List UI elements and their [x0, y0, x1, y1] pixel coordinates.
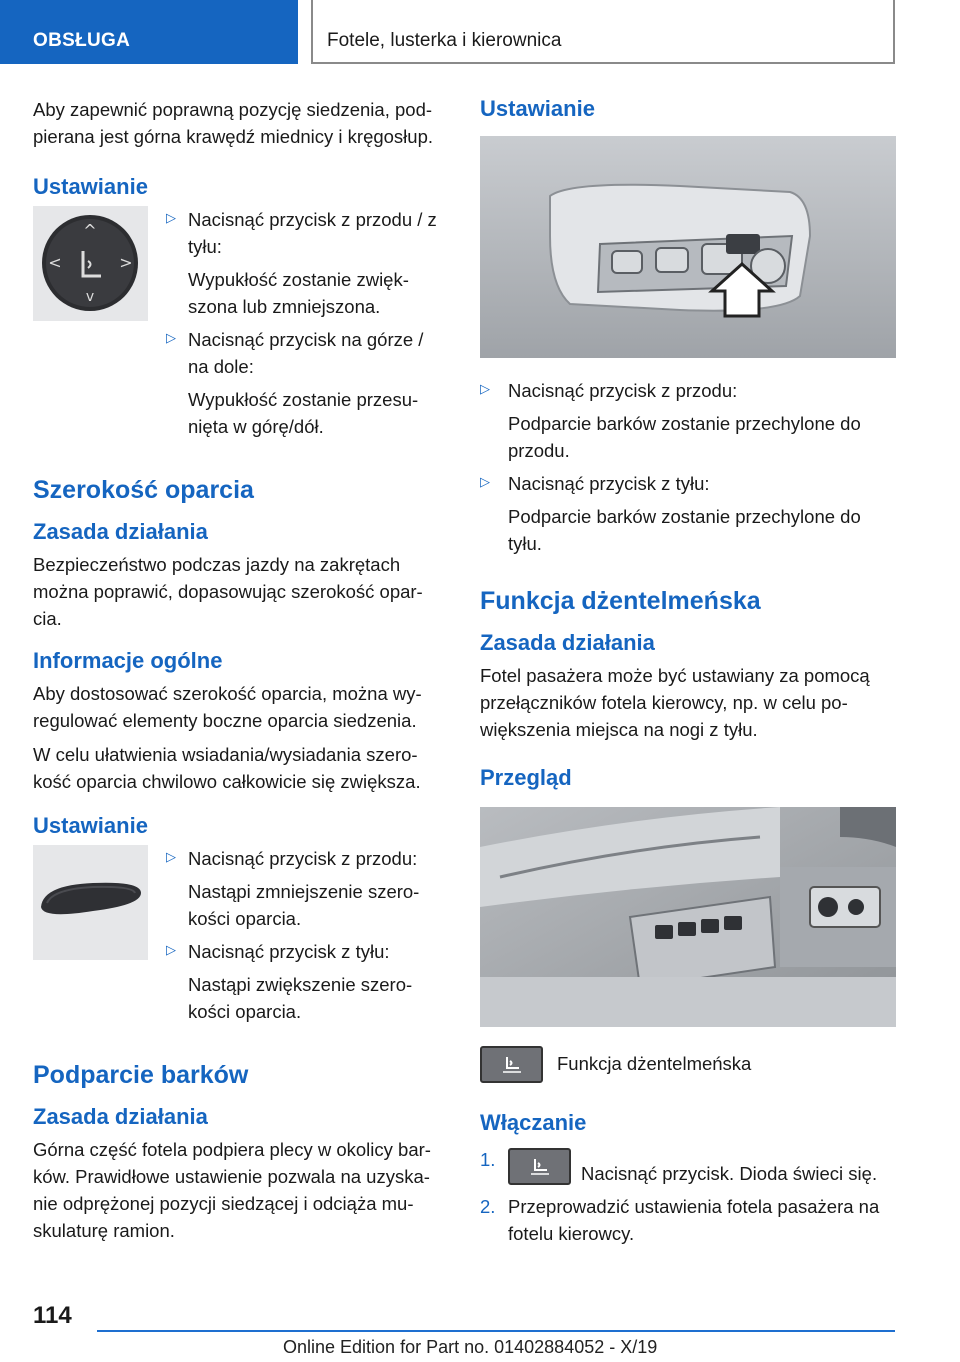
instruction-action: Nacisnąć przycisk z przodu: — [188, 848, 418, 869]
caption-row — [480, 1046, 896, 1084]
door-panel-photo — [480, 807, 896, 1032]
heading-ustawianie-lumbar: Ustawianie — [33, 174, 148, 199]
heading-szerokosc-oparcia: Szerokość oparcia — [33, 476, 254, 504]
info-paragraph-2: W celu ułatwienia wsiadania/wysiadania szero-kość oparcia chwilowo całkowicie się zwiększa. — [33, 744, 421, 792]
heading-informacje-ogolne: Informacje ogólne — [33, 648, 223, 673]
heading-funkcja-dzentelmenska: Funkcja dżentelmeńska — [480, 587, 761, 615]
width-instructions — [166, 845, 441, 1031]
step-number: 2. — [480, 1196, 496, 1217]
triangle-bullet-icon: ▷ — [480, 381, 490, 396]
header-chapter-box — [311, 0, 895, 64]
lumbar-switch-image — [33, 206, 148, 446]
svg-text:<: < — [48, 253, 62, 272]
lumbar-control-block — [33, 206, 441, 446]
page-number: 114 — [33, 1302, 72, 1329]
instruction-result: Podparcie barków zostanie przechylone do przodu. — [508, 413, 861, 461]
heading-zasada-dzialania-right: Zasada działania — [480, 630, 655, 655]
width-control-block — [33, 845, 441, 1031]
heading-ustawianie-shoulder: Ustawianie — [480, 96, 595, 121]
zasada-2-paragraph: Górna część fotela podpiera plecy w okolicy bar-ków. Prawidłowe ustawienie pozwala na uzyska-nie odprężonej pozycji siedzącej i odciąża mu-skulaturę ramion. — [33, 1139, 431, 1241]
triangle-bullet-icon: ▷ — [480, 474, 490, 489]
list-item — [480, 377, 896, 464]
lumbar-instructions — [166, 206, 441, 446]
instruction-action: Nacisnąć przycisk z tyłu: — [508, 473, 710, 494]
triangle-bullet-icon: ▷ — [166, 942, 176, 957]
svg-text:v: v — [85, 289, 95, 305]
heading-zasada-dzialania-2: Zasada działania — [33, 1104, 208, 1129]
icon-caption: Funkcja dżentelmeńska — [557, 1053, 752, 1074]
list-item — [166, 938, 441, 1025]
step-text: Nacisnąć przycisk. Dioda świeci się. — [581, 1163, 878, 1184]
svg-text:>: > — [119, 253, 133, 272]
header-section-label: OBSŁUGA — [33, 30, 131, 51]
list-item — [480, 1193, 896, 1247]
instruction-action: Nacisnąć przycisk z tyłu: — [188, 941, 390, 962]
gentleman-button-icon — [508, 1148, 571, 1185]
instruction-result: Nastąpi zmniejszenie szero-kości oparcia. — [188, 881, 420, 929]
list-item — [166, 206, 441, 320]
instruction-result: Wypukłość zostanie zwięk-szona lub zmniejszona. — [188, 269, 409, 317]
intro-paragraph: Aby zapewnić poprawną pozycję siedzenia, pod-pierana jest górna krawędź miednicy i kręgosłup. — [33, 99, 434, 147]
footer-edition: Online Edition for Part no. 01402884052 - X/19 — [283, 1337, 658, 1357]
left-column — [33, 96, 441, 1251]
instruction-result: Wypukłość zostanie przesu-nięta w górę/dół. — [188, 389, 419, 437]
zasada-paragraph: Bezpieczeństwo podczas jazdy na zakrętach można poprawić, dopasowując szerokość opar-cia. — [33, 554, 423, 629]
instruction-result: Podparcie barków zostanie przechylone do tyłu. — [508, 506, 861, 554]
heading-zasada-dzialania: Zasada działania — [33, 519, 208, 544]
shoulder-instructions — [480, 377, 896, 557]
step-number: 1. — [480, 1149, 496, 1170]
heading-ustawianie-width: Ustawianie — [33, 813, 148, 838]
heading-wlaczanie: Włączanie — [480, 1110, 587, 1135]
header-section-tab — [0, 0, 298, 64]
svg-text:^: ^ — [83, 221, 97, 240]
instruction-action: Nacisnąć przycisk z przodu: — [508, 380, 738, 401]
triangle-bullet-icon: ▷ — [166, 330, 176, 345]
heading-przeglad: Przegląd — [480, 765, 572, 790]
zasada-right-paragraph: Fotel pasażera może być ustawiany za pomocą przełączników fotela kierowcy, np. w celu po-większenia miejsca na nogi z tyłu. — [480, 665, 870, 740]
list-item — [480, 470, 896, 557]
footer-divider — [97, 1330, 895, 1332]
info-paragraph-1: Aby dostosować szerokość oparcia, można wy-regulować elementy boczne oparcia siedzenia. — [33, 683, 422, 731]
list-item — [166, 845, 441, 932]
width-switch-image — [33, 845, 148, 1031]
triangle-bullet-icon: ▷ — [166, 210, 176, 225]
right-column — [480, 96, 896, 1253]
heading-podparcie-barkow: Podparcie barków — [33, 1061, 249, 1089]
instruction-action: Nacisnąć przycisk z przodu / z tyłu: — [188, 209, 437, 257]
header-chapter-label: Fotele, lusterka i kierownica — [327, 30, 562, 51]
seat-switch-photo — [480, 136, 896, 363]
triangle-bullet-icon: ▷ — [166, 849, 176, 864]
list-item — [166, 326, 441, 440]
list-item — [480, 1146, 896, 1187]
instruction-result: Nastąpi zwiększenie szero-kości oparcia. — [188, 974, 413, 1022]
step-text: Przeprowadzić ustawienia fotela pasażera na fotelu kierowcy. — [508, 1196, 880, 1244]
gentleman-function-icon — [480, 1046, 543, 1083]
instruction-action: Nacisnąć przycisk na górze / na dole: — [188, 329, 424, 377]
